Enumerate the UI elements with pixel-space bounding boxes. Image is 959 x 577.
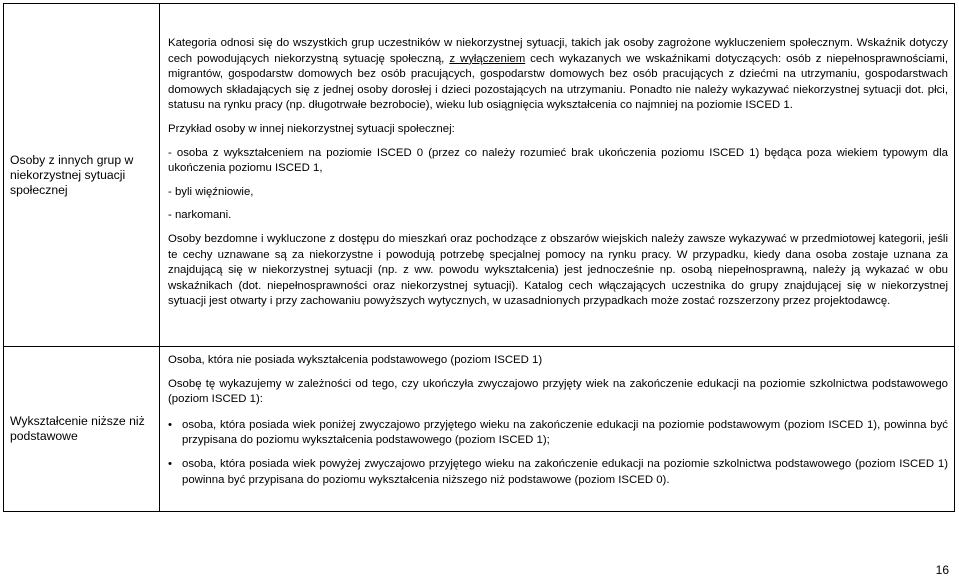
intro-underlined-text: z wyłączeniem — [449, 52, 526, 65]
bullet-list — [168, 418, 948, 488]
definitions-table — [3, 3, 955, 512]
closing-paragraph: Osoby bezdomne i wykluczone z dostępu do mieszkań oraz pochodzące z obszarów wiejskich należy zawsze wykazywać w przedmiotowej kategorii, jeśli te cechy uznawane są za niekorzystne i powodują potrzebę specjalnej pomocy na rynku pracy. W przypadku, kiedy dana osoba zostaje uznana za znajdującą się w niekorzystnej sytuacji (np. z ww. powodu wykształcenia) jest jednocześnie np. osobą niepełnosprawną, należy ją wykazać w obu wskaźnikach (dot. niepełnosprawności oraz niekorzystnej sytuacji). Katalog cech włączających uczestnika do grupy znajdującej się w niekorzystnej sytuacji jest otwarty i przy zachowaniu powyższych wytycznych, w uzasadnionych przypadkach może zostać rozszerzony przez projektodawcę. — [168, 232, 948, 308]
intro-paragraph — [168, 36, 948, 114]
table-row — [4, 347, 955, 512]
list-item-text: osoba, która posiada wiek poniżej zwyczajowo przyjętego wieku na zakończenie edukacji na poziomie podstawowym (poziom ISCED 1), powinna być przypisana do poziomu wykształcenia podstawowego (poziom ISCED 1); — [182, 418, 948, 447]
intro-text-part1: Kategoria odnosi się do wszystkich grup uczestników w niekorzystnej sytuacji, takich jak osoby zagrożone wykluczeniem społecznym. Wskaźnik dotyczy cech powodujących niekorzystną sytuację społeczną, — [168, 37, 948, 65]
row-content-cell — [160, 4, 955, 347]
example-heading: Przykład osoby w innej niekorzystnej sytuacji społecznej: — [168, 123, 455, 136]
row-label-cell — [4, 347, 160, 512]
row-label-cell — [4, 4, 160, 347]
list-item-text: osoba, która posiada wiek powyżej zwyczajowo przyjętego wieku na zakończenie edukacji na poziomie szkolnictwa podstawowego (poziom ISCED 1) powinna być przypisana do poziomu wykształcenia niższego niż podstawowe (poziom ISCED 0). — [182, 457, 948, 486]
bullet-icon: • — [168, 457, 172, 470]
definition-paragraph: Osoba, która nie posiada wykształcenia podstawowego (poziom ISCED 1) — [168, 354, 543, 366]
example-item: - osoba z wykształceniem na poziomie ISCED 0 (przez co należy rozumieć brak ukończenia poziomu ISCED 1) będąca poza wiekiem typowym dla ukończenia poziomu ISCED 1, — [168, 146, 948, 175]
example-item: - narkomani. — [168, 209, 232, 222]
list-item — [168, 418, 948, 449]
page-number: 16 — [935, 563, 949, 577]
intro-text-part2: cech wykazanych we wskaźnikami dotyczących: osób z niepełnosprawnościami, migrantów, gospodarstw domowych bez osób pracujących, gospodarstw domowych bez osób pracujących z dziećmi na utrzymaniu, gospodarstwach domowych składających się z jednej osoby dorosłej i dzieci pozostających na utrzymaniu. Ponadto nie należy wykazywać niekorzystnej sytuacji dot. płci, statusu na rynku pracy (np. długotrwałe bezrobocie), wieku lub osiągnięcia wykształcenia co najmniej na poziomie ISCED 1. — [168, 52, 948, 112]
list-item — [168, 457, 948, 488]
example-item: - byli więźniowie, — [168, 185, 254, 198]
explanation-paragraph: Osobę tę wykazujemy w zależności od tego, czy ukończyła zwyczajowo przyjęty wiek na zakończenie edukacji na poziomie szkolnictwa podstawowego (poziom ISCED 1): — [168, 377, 948, 406]
row-content-cell — [160, 347, 955, 512]
table-row — [4, 4, 955, 347]
bullet-icon: • — [168, 418, 172, 431]
row-label: Wykształcenie niższe niż podstawowe — [10, 414, 145, 443]
row-label: Osoby z innych grup w niekorzystnej sytuacji społecznej — [10, 152, 134, 197]
